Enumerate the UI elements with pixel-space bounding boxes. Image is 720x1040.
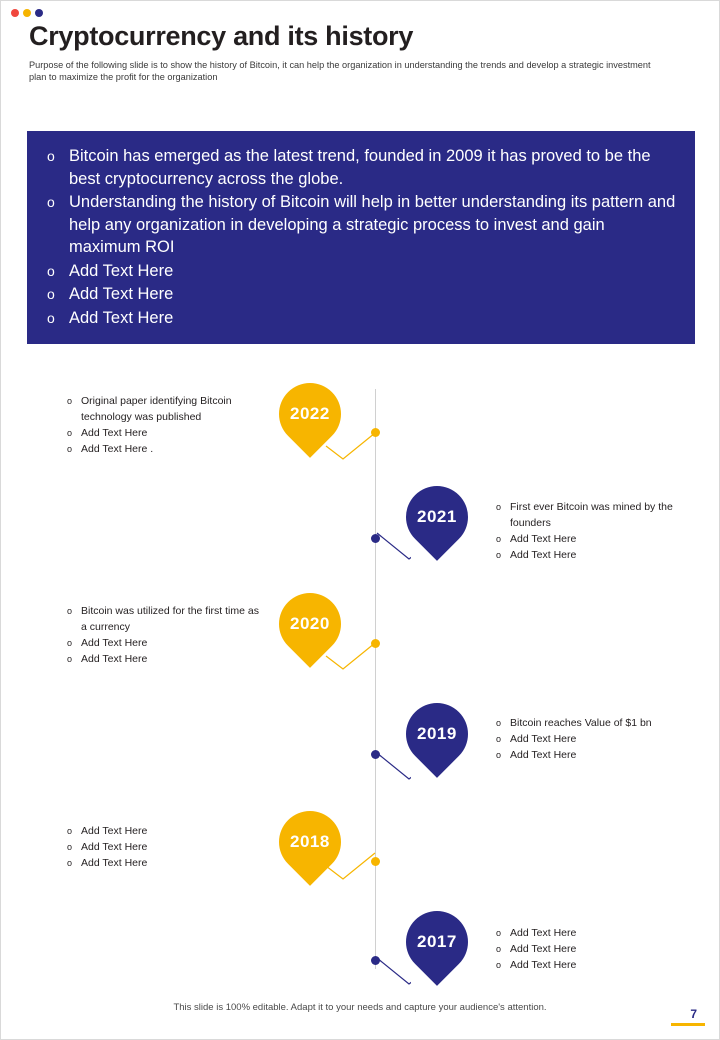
window-dot-red [11,9,19,17]
key-points-callout [27,131,695,344]
timeline-connectors [301,371,411,991]
list-item: o Add Text Here [67,855,267,871]
list-item: o Bitcoin reaches Value of $1 bn [496,715,696,731]
timeline-text-2018 [67,823,267,871]
list-item: o Add Text Here [43,260,679,283]
list-item: o Add Text Here [496,957,696,973]
list-item: o First ever Bitcoin was mined by the founders [496,499,696,531]
timeline-text-2017 [496,925,696,973]
list-item: o Add Text Here [43,307,679,330]
timeline-node-2018 [371,857,380,866]
footer-note: This slide is 100% editable. Adapt it to your needs and capture your audience's attention. [173,1002,547,1013]
list-item: o Add Text Here [496,547,696,563]
timeline-text-2020 [67,603,267,667]
page-number: 7 [690,1007,697,1021]
list-item: o Add Text Here [43,283,679,306]
timeline-year-label: 2022 [290,403,330,423]
list-item: o Add Text Here [67,635,267,651]
list-item: o Add Text Here [67,823,267,839]
timeline-node-2021 [371,534,380,543]
timeline-year-label: 2017 [417,932,457,952]
timeline-node-2017 [371,956,380,965]
list-item: o Add Text Here [496,941,696,957]
timeline-node-2020 [371,639,380,648]
list-item: o Bitcoin was utilized for the first time as a currency [67,603,267,635]
list-item: o Bitcoin has emerged as the latest trend, founded in 2009 it has proved to be the best cryptocurrency across the globe. [43,145,679,190]
list-item: o Add Text Here [496,747,696,763]
key-points-list [43,145,679,329]
list-item: o Add Text Here [496,731,696,747]
list-item: o Add Text Here [67,425,277,441]
timeline-year-label: 2018 [290,831,330,851]
timeline-text-2019 [496,715,696,763]
timeline-text-2022 [67,393,277,457]
window-dot-yellow [23,9,31,17]
list-item: o Add Text Here . [67,441,277,457]
page-title: Cryptocurrency and its history [29,21,414,51]
timeline-year-label: 2019 [417,724,457,744]
timeline-node-2019 [371,750,380,759]
list-item: o Add Text Here [496,531,696,547]
page-number-underline [671,1023,705,1026]
page-subtitle: Purpose of the following slide is to show the history of Bitcoin, it can help the organization in understanding the trends and develop a strategic investment plan to maximize the profit for the organization [29,60,651,82]
timeline [1,371,720,991]
list-item: o Add Text Here [67,839,267,855]
timeline-year-label: 2020 [290,613,330,633]
list-item: o Add Text Here [67,651,267,667]
timeline-year-label: 2021 [417,507,457,527]
timeline-node-2022 [371,428,380,437]
list-item: o Understanding the history of Bitcoin will help in better understanding its pattern and help any organization in developing a strategic process to invest and gain maximum ROI [43,191,679,259]
window-dot-blue [35,9,43,17]
list-item: o Original paper identifying Bitcoin technology was published [67,393,277,425]
window-dots [11,9,43,17]
list-item: o Add Text Here [496,925,696,941]
timeline-text-2021 [496,499,696,563]
